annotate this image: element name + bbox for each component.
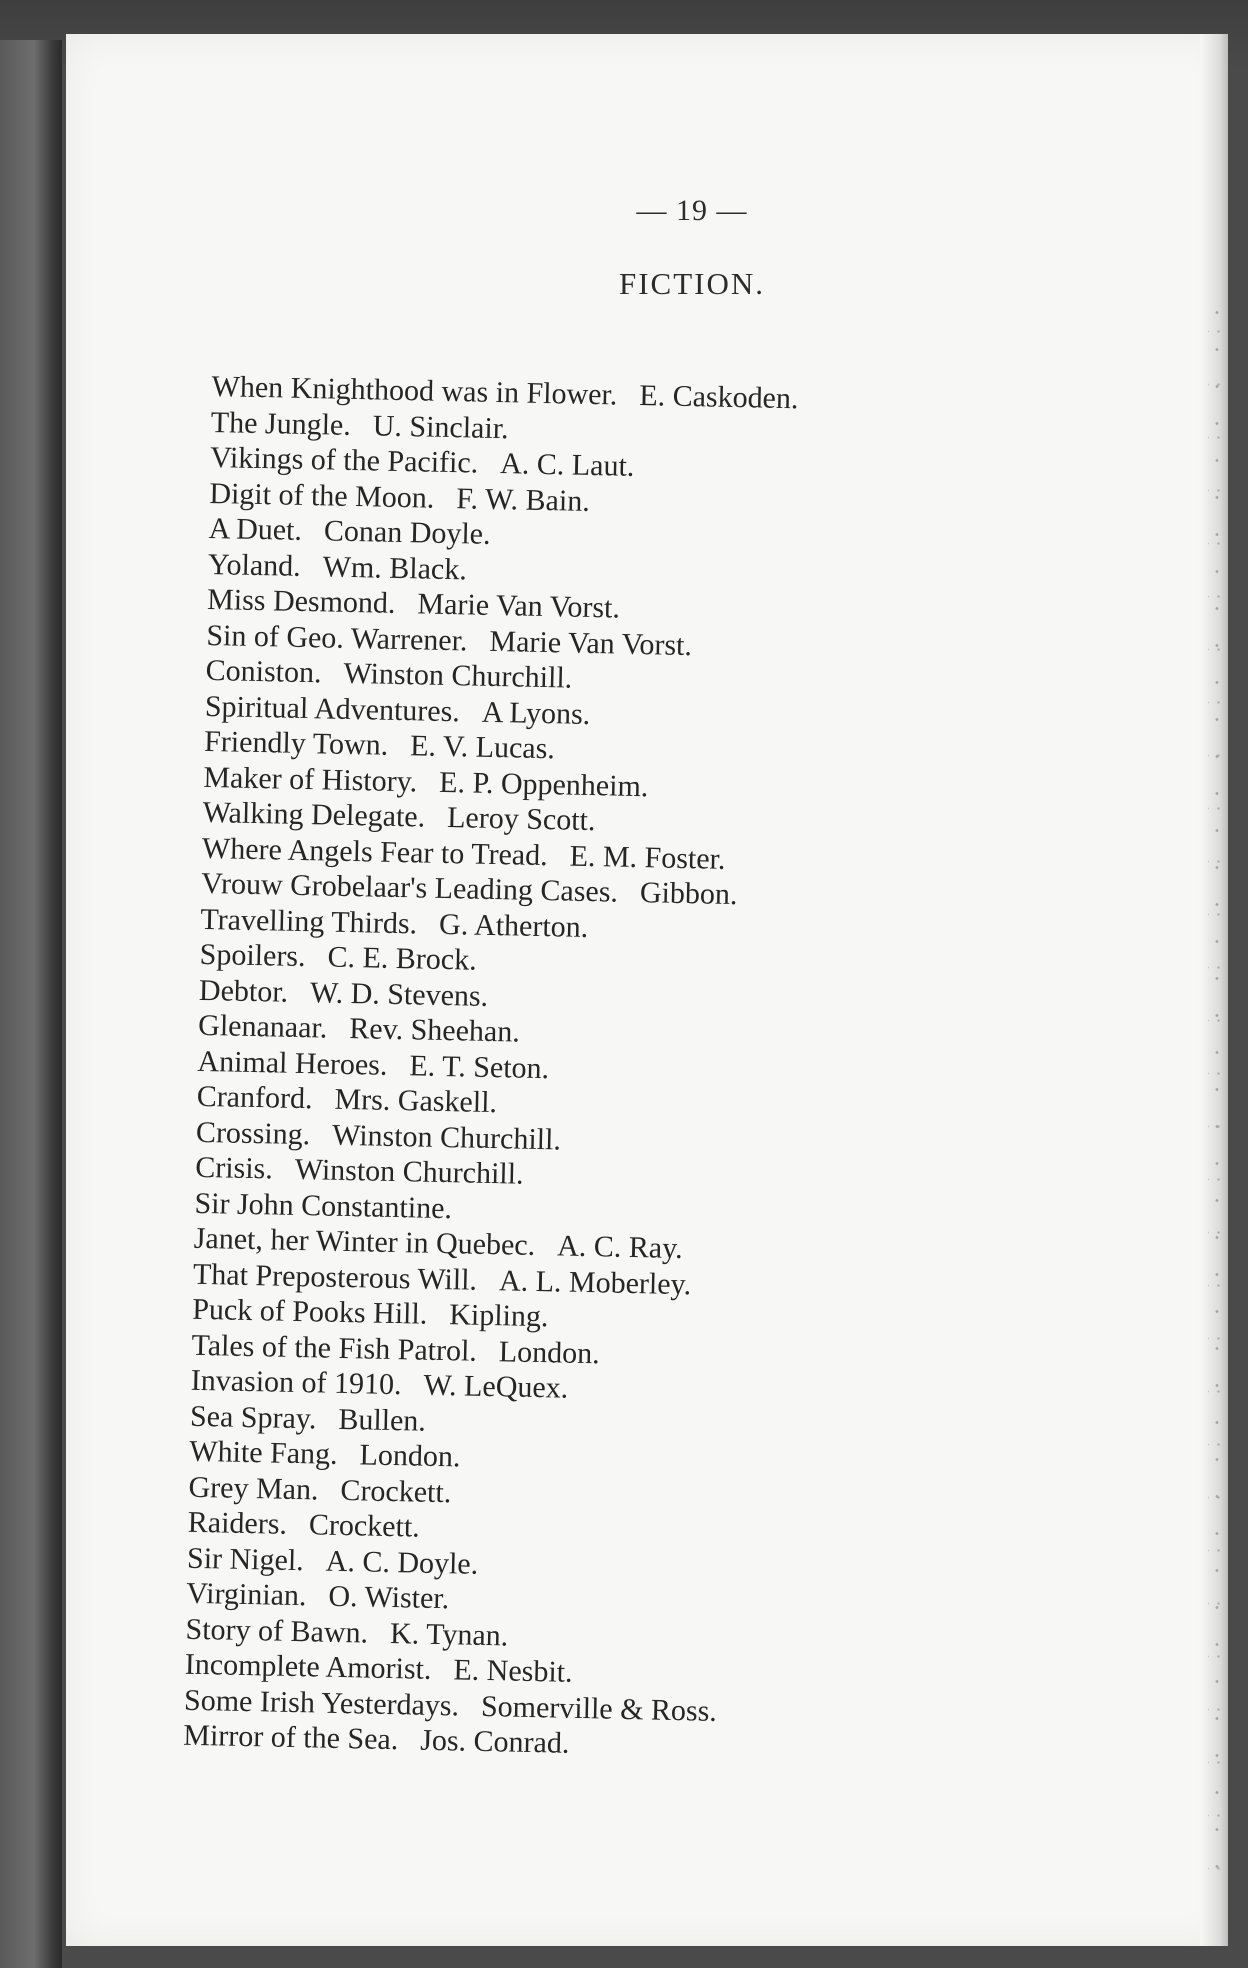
book-author: Rev. Sheehan. — [348, 1012, 521, 1049]
book-author: E. Nesbit. — [453, 1653, 573, 1689]
book-title: Crossing. — [195, 1115, 311, 1151]
book-title: Walking Delegate. — [202, 795, 426, 834]
book-author: E. M. Foster. — [569, 839, 726, 876]
book-title: Yoland. — [207, 547, 302, 583]
book-author: F. W. Bain. — [456, 481, 591, 518]
book-author: A. C. Ray. — [556, 1229, 684, 1266]
book-title: Tales of the Fish Patrol. — [191, 1328, 478, 1368]
book-author: E. V. Lucas. — [409, 729, 556, 766]
book-title: Incomplete Amorist. — [184, 1647, 432, 1686]
book-title: Travelling Thirds. — [200, 902, 418, 940]
book-title: Sir Nigel. — [186, 1541, 305, 1577]
book-title: The Jungle. — [210, 405, 352, 442]
book-title: Crisis. — [194, 1150, 274, 1186]
book-author: E. P. Oppenheim. — [438, 765, 649, 803]
book-title: Friendly Town. — [203, 724, 389, 762]
book-title: Janet, her Winter in Quebec. — [193, 1221, 536, 1262]
book-title: Miss Desmond. — [206, 582, 396, 620]
book-author: Somerville & Ross. — [480, 1689, 718, 1728]
book-title: Puck of Pooks Hill. — [191, 1292, 428, 1331]
book-title: Debtor. — [198, 973, 289, 1009]
book-author: W. LeQuex. — [423, 1368, 569, 1405]
book-author: Kipling. — [448, 1298, 549, 1334]
book-author: Leroy Scott. — [446, 801, 596, 838]
book-author: London. — [498, 1334, 601, 1370]
book-title: Invasion of 1910. — [190, 1363, 402, 1402]
book-title: Mirror of the Sea. — [183, 1718, 399, 1757]
book-title: Raiders. — [187, 1505, 288, 1541]
book-title: Digit of the Moon. — [209, 476, 435, 515]
book-author: Jos. Conrad. — [419, 1723, 570, 1760]
book-author: A. C. Doyle. — [325, 1544, 479, 1581]
book-title: Sea Spray. — [189, 1399, 317, 1435]
book-author: A. C. Laut. — [499, 447, 635, 483]
book-author: Conan Doyle. — [323, 514, 491, 551]
book-author: Mrs. Gaskell. — [334, 1082, 498, 1120]
book-author: E. Caskoden. — [638, 378, 799, 416]
book-title: That Preposterous Will. — [192, 1257, 478, 1297]
book-author: Gibbon. — [639, 876, 738, 912]
book-title: Story of Bawn. — [185, 1612, 369, 1650]
book-author: U. Sinclair. — [372, 408, 509, 445]
book-author: Winston Churchill. — [331, 1118, 562, 1156]
book-author: K. Tynan. — [389, 1616, 509, 1652]
book-author: A Lyons. — [481, 695, 591, 731]
book-title: Cranford. — [196, 1079, 313, 1116]
book-binding-shadow — [0, 40, 62, 1968]
book-title: Virginian. — [186, 1576, 307, 1613]
page-edge-specks — [1208, 294, 1222, 1894]
book-author: Marie Van Vorst. — [489, 624, 693, 662]
book-title: Glenanaar. — [197, 1008, 328, 1045]
book-title: Sir John Constantine. — [194, 1186, 453, 1225]
book-title: Where Angels Fear to Tread. — [201, 831, 549, 872]
book-author: London. — [359, 1438, 461, 1474]
book-title: Spiritual Adventures. — [204, 689, 461, 728]
book-title: Spoilers. — [199, 937, 306, 974]
book-author: Crockett. — [340, 1473, 452, 1509]
book-author: Winston Churchill. — [294, 1152, 524, 1191]
book-author: A. L. Moberley. — [498, 1263, 692, 1301]
book-author: G. Atherton. — [438, 907, 589, 944]
book-author: Crockett. — [308, 1508, 421, 1544]
page-number: — 19 — — [636, 194, 748, 227]
book-title: When Knighthood was in Flower. — [211, 369, 618, 412]
book-title: White Fang. — [188, 1434, 338, 1471]
book-author: C. E. Brock. — [327, 940, 478, 977]
book-title: Maker of History. — [203, 760, 418, 798]
book-title: Grey Man. — [188, 1470, 319, 1506]
book-title: A Duet. — [208, 511, 303, 547]
book-title: Coniston. — [205, 653, 322, 690]
book-author: Bullen. — [338, 1402, 427, 1438]
book-title: Sin of Geo. Warrener. — [206, 618, 468, 657]
book-author: Marie Van Vorst. — [417, 587, 621, 625]
section-heading: FICTION. — [618, 266, 766, 301]
book-author: Wm. Black. — [322, 549, 468, 586]
book-title: Animal Heroes. — [197, 1044, 388, 1082]
book-title: Vikings of the Pacific. — [209, 440, 479, 480]
book-author: W. D. Stevens. — [309, 975, 489, 1013]
book-author: E. T. Seton. — [409, 1048, 550, 1085]
book-title: Some Irish Yesterdays. — [183, 1683, 460, 1722]
book-page — [66, 34, 1228, 1946]
book-author: O. Wister. — [328, 1579, 450, 1616]
book-title: Vrouw Grobelaar's Leading Cases. — [200, 866, 619, 909]
fiction-list — [183, 369, 1112, 1772]
book-author: Winston Churchill. — [343, 656, 573, 695]
